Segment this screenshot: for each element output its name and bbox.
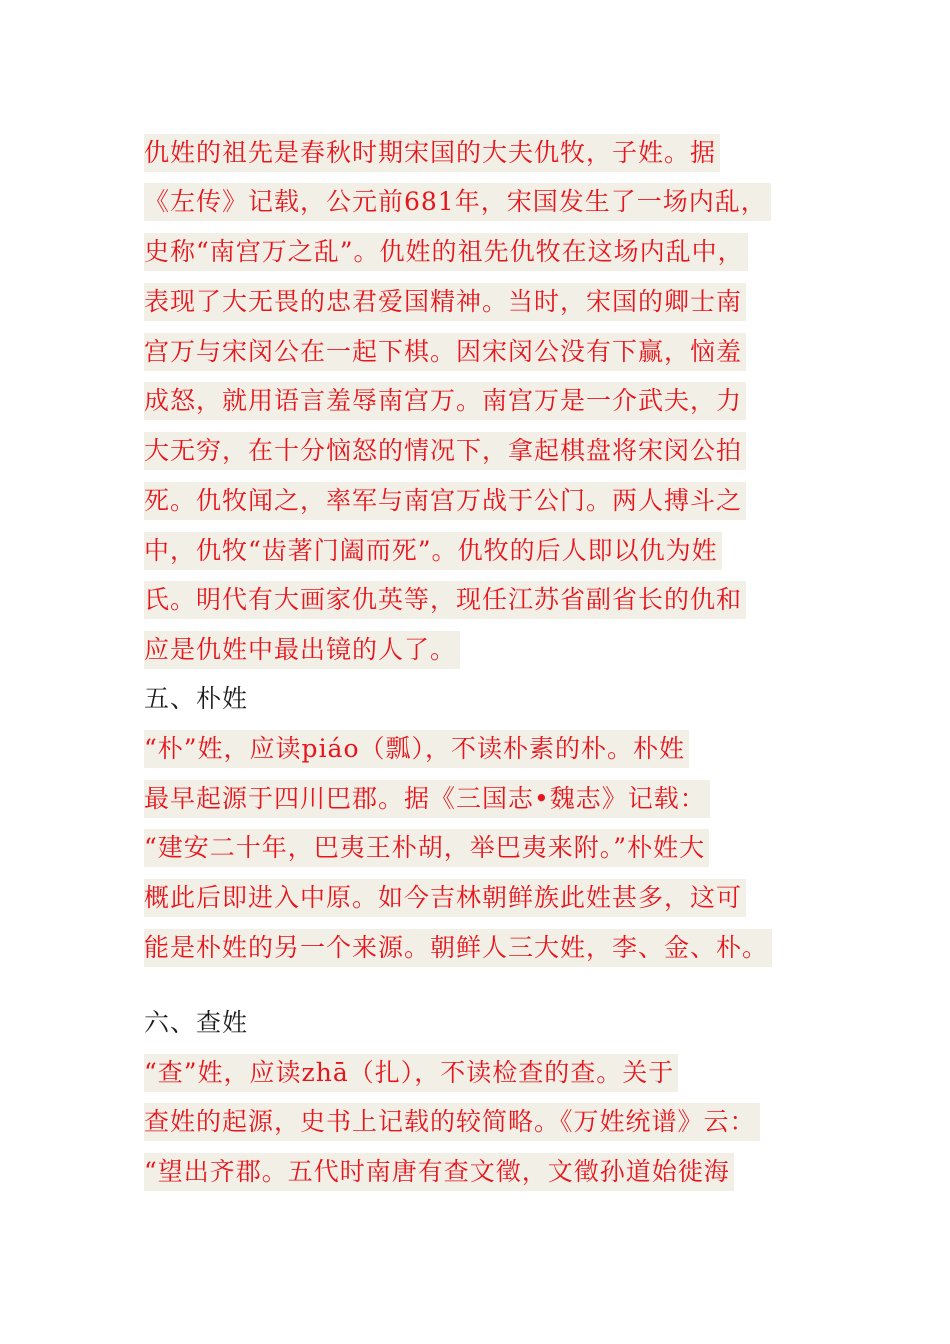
- paragraph-line: “查”姓，应读zhā（扎），不读检查的查。关于: [144, 1054, 678, 1092]
- paragraph-line: 死。仇牧闻之，率军与南宫万战于公门。两人搏斗之: [144, 482, 746, 520]
- paragraph-line: 史称“南宫万之乱”。仇姓的祖先仇牧在这场内乱中，: [144, 233, 748, 271]
- paragraph-line: 氏。明代有大画家仇英等，现任江苏省副省长的仇和: [144, 581, 746, 619]
- paragraph-line: 最早起源于四川巴郡。据《三国志•魏志》记载：: [144, 780, 710, 818]
- paragraph-line: 大无穷，在十分恼怒的情况下，拿起棋盘将宋闵公拍: [144, 432, 746, 470]
- paragraph-line: 应是仇姓中最出镜的人了。: [144, 631, 460, 669]
- section-heading: 六、查姓: [144, 1008, 249, 1037]
- paragraph-line: “朴”姓，应读piáo（瓢），不读朴素的朴。朴姓: [144, 730, 689, 768]
- paragraph-line: 概此后即进入中原。如今吉林朝鲜族此姓甚多，这可: [144, 879, 746, 917]
- paragraph-line: “建安二十年，巴夷王朴胡，举巴夷来附。”朴姓大: [144, 829, 709, 867]
- paragraph-line: 查姓的起源，史书上记载的较简略。《万姓统谱》云：: [144, 1103, 760, 1141]
- paragraph-line: 能是朴姓的另一个来源。朝鲜人三大姓，李、金、朴。: [144, 929, 772, 967]
- section-heading: 五、朴姓: [144, 684, 249, 713]
- paragraph-line: 中，仇牧“齿著门阖而死”。仇牧的后人即以仇为姓: [144, 532, 722, 570]
- paragraph-line: 《左传》记载，公元前681年，宋国发生了一场内乱，: [144, 183, 771, 221]
- paragraph-line: 仇姓的祖先是春秋时期宋国的大夫仇牧，子姓。据: [144, 134, 720, 172]
- paragraph-line: 宫万与宋闵公在一起下棋。因宋闵公没有下赢，恼羞: [144, 333, 746, 371]
- paragraph-line: 表现了大无畏的忠君爱国精神。当时，宋国的卿士南: [144, 283, 746, 321]
- paragraph-line: “望出齐郡。五代时南唐有查文徵，文徵孙道始徙海: [144, 1153, 734, 1191]
- paragraph-line: 成怒，就用语言羞辱南宫万。南宫万是一介武夫，力: [144, 382, 746, 420]
